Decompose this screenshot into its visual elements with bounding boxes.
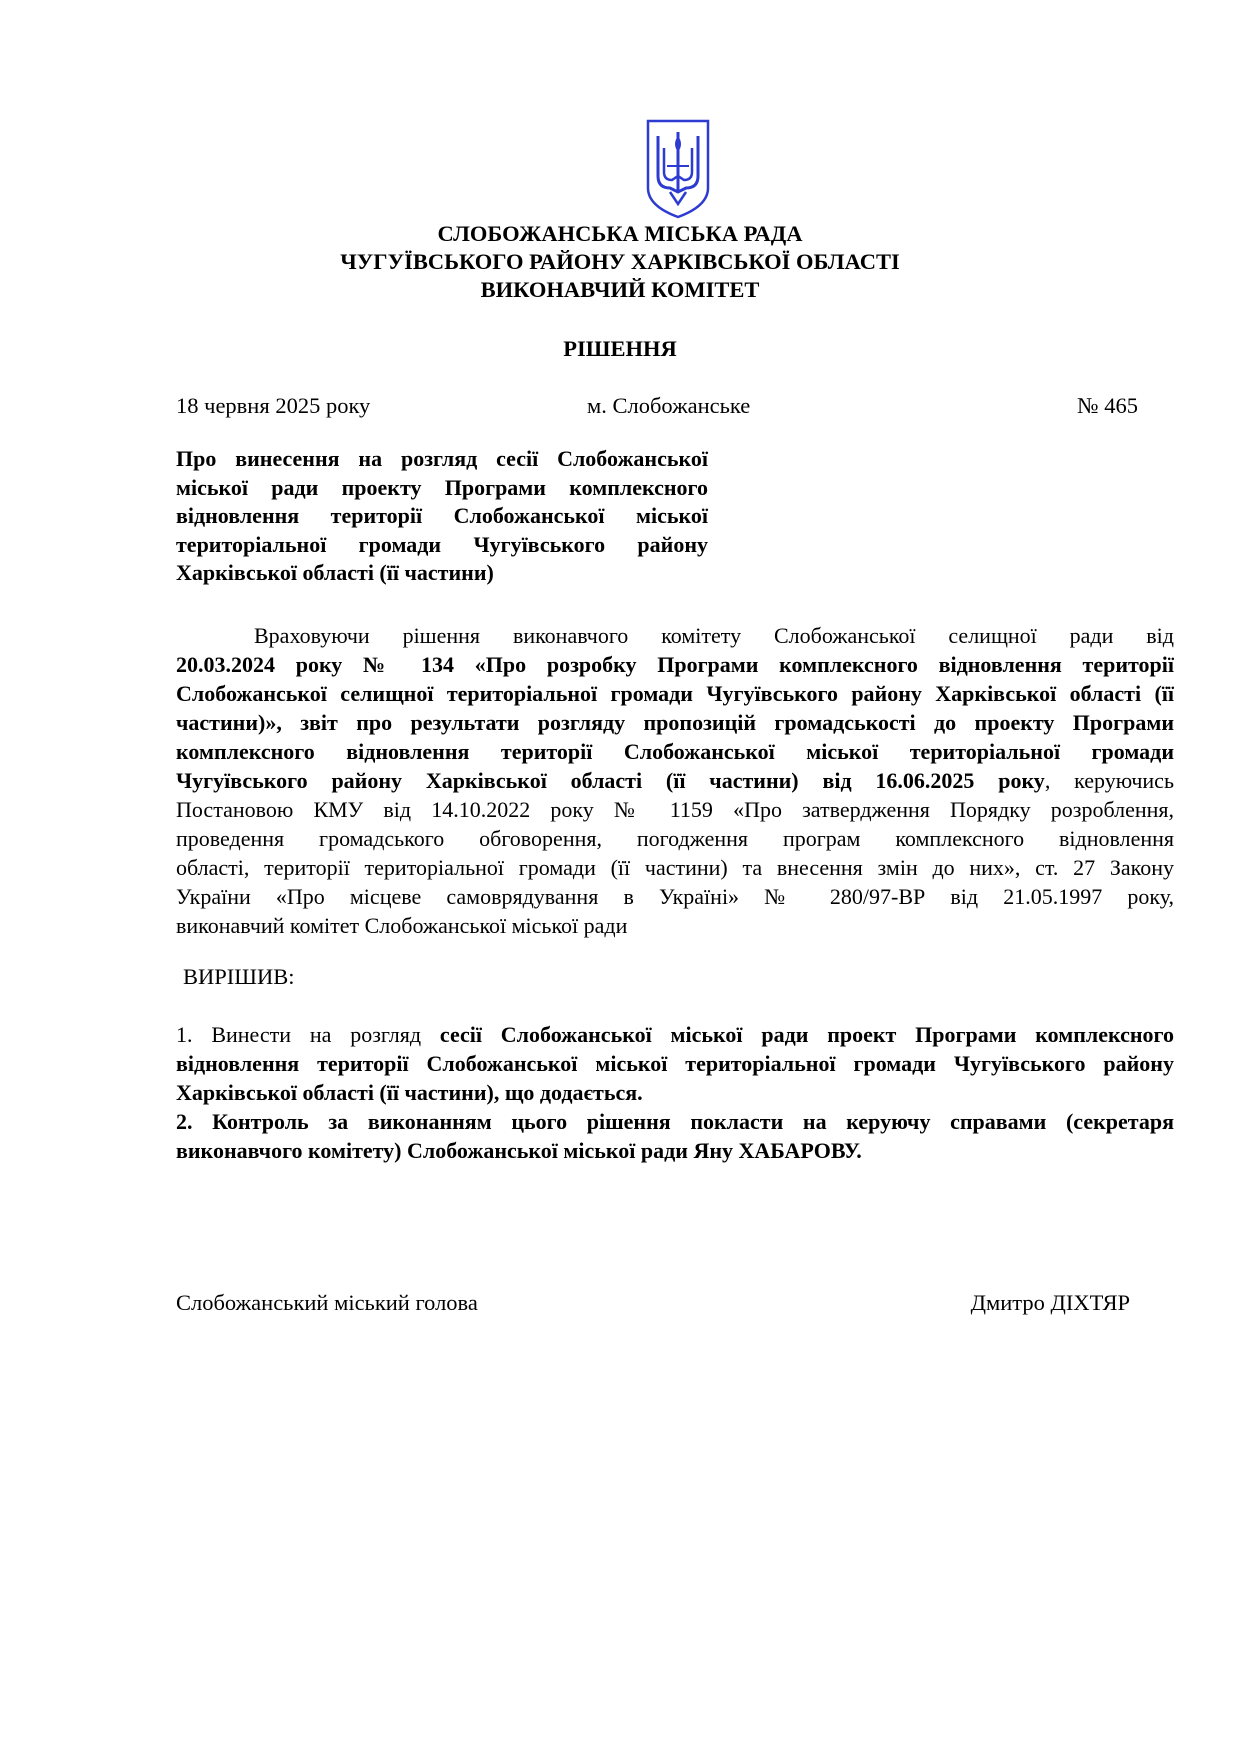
- paragraph-line: [176, 766, 1174, 795]
- decision-subject: [176, 445, 708, 588]
- committee-name: ВИКОНАВЧИЙ КОМІТЕТ: [480, 277, 760, 302]
- district-name: ЧУГУЇВСЬКОГО РАЙОНУ ХАРКІВСЬКОЇ ОБЛАСТІ: [340, 249, 900, 274]
- signatory-name: Дмитро ДІХТЯР: [970, 1290, 1130, 1315]
- subject-line: Харківської області (її частини): [176, 560, 494, 585]
- decided-heading: ВИРІШИВ:: [183, 964, 295, 989]
- item-1-bold: сесії Слобожанської міської ради проект Програми комплексного: [439, 1022, 1174, 1047]
- subject-line: міської ради проекту Програми комплексного: [176, 474, 708, 500]
- item-2-line: виконавчого комітету) Слобожанської міської ради Яну ХАБАРОВУ.: [176, 1138, 862, 1163]
- paragraph-line-bold: Чугуївського району Харківської області (її частини) від 16.06.2025 року: [176, 768, 1045, 793]
- paragraph-line: Слобожанської селищної територіальної громади Чугуївського району Харківської області (її: [176, 681, 1174, 706]
- paragraph-line: України «Про місцеве самоврядування в Україні» № 280/97-ВР від 21.05.1997 року,: [176, 884, 1174, 909]
- document-title: РІШЕННЯ: [563, 336, 677, 361]
- subject-line: територіальної громади Чугуївського району: [176, 531, 708, 557]
- trident-coat-of-arms-icon: [645, 118, 711, 220]
- decision-items: [176, 1020, 1174, 1165]
- council-name: СЛОБОЖАНСЬКА МІСЬКА РАДА: [437, 221, 803, 246]
- paragraph-line: області, території територіальної громади (її частини) та внесення змін до них», ст. 27 Закону: [176, 855, 1174, 880]
- considering-paragraph: [176, 621, 1174, 940]
- decision-date: 18 червня 2025 року: [176, 393, 371, 418]
- decision-place: м. Слобожанське: [587, 393, 751, 418]
- paragraph-line: виконавчий комітет Слобожанської міської ради: [176, 913, 628, 938]
- item-1-line: Харківської області (її частини), що додається.: [176, 1080, 643, 1105]
- paragraph-line: частини)», звіт про результати розгляду пропозицій громадськості до проекту Програми: [176, 710, 1174, 735]
- item-1-prefix: 1. Винести на розгляд: [176, 1022, 440, 1047]
- decision-number: № 465: [1077, 393, 1138, 418]
- paragraph-line: 20.03.2024 року № 134 «Про розробку Програми комплексного відновлення території: [176, 652, 1174, 677]
- paragraph-line: Враховуючи рішення виконавчого комітету Слобожанської селищної ради від: [254, 623, 1174, 648]
- paragraph-line: Постановою КМУ від 14.10.2022 року № 1159 «Про затвердження Порядку розроблення,: [176, 797, 1174, 822]
- paragraph-line-rest: , керуючись: [1044, 768, 1174, 793]
- item-2-line: 2. Контроль за виконанням цього рішення покласти на керуючу справами (секретаря: [176, 1109, 1174, 1134]
- paragraph-line: комплексного відновлення території Слобожанської міської територіальної громади: [176, 739, 1174, 764]
- paragraph-line: проведення громадського обговорення, погодження програм комплексного відновлення: [176, 826, 1174, 851]
- subject-line: відновлення території Слобожанської міської: [176, 503, 708, 528]
- item-1-line: [176, 1020, 1174, 1049]
- item-1-line: відновлення території Слобожанської міської територіальної громади Чугуївського району: [176, 1051, 1174, 1076]
- subject-line: Про винесення на розгляд сесії Слобожанської: [176, 446, 708, 471]
- signatory-position: Слобожанський міський голова: [176, 1290, 478, 1315]
